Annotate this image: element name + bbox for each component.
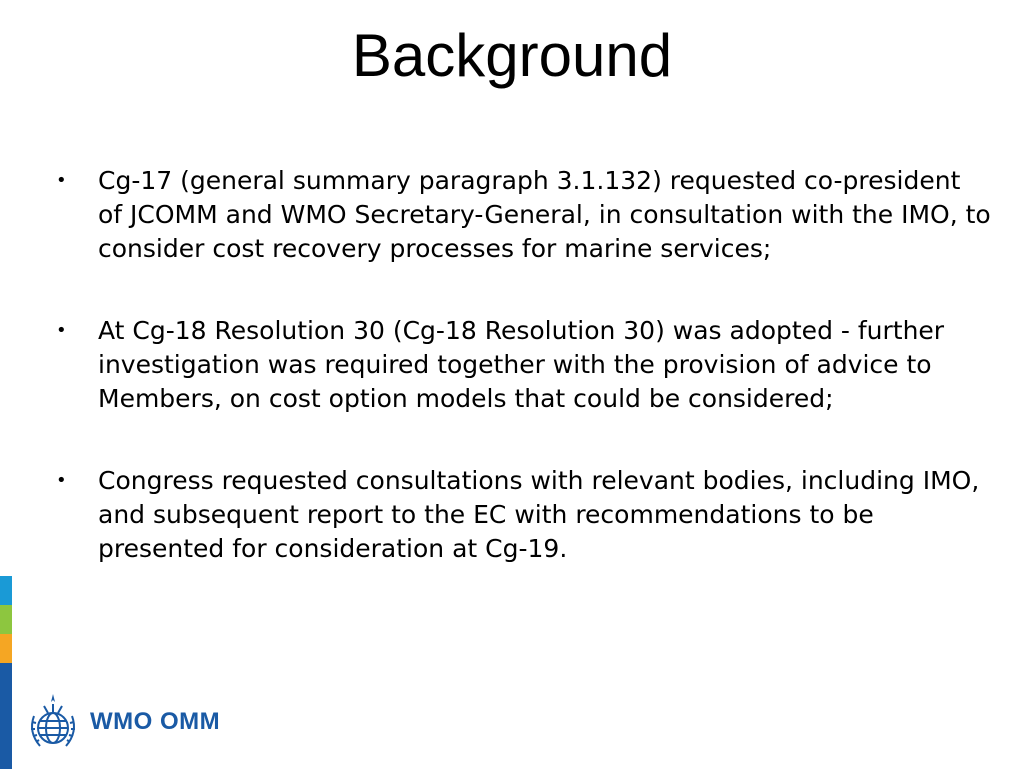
- bullet-point-icon: •: [56, 470, 67, 491]
- bullet-text: Cg-17 (general summary paragraph 3.1.132) requested co-president of JCOMM and WMO Secretary-General, in consultation with the IMO, to consider cost recovery processes for marine services;: [98, 166, 991, 263]
- accent-segment-orange: [0, 634, 12, 663]
- bullet-text: At Cg-18 Resolution 30 (Cg-18 Resolution 30) was adopted - further investigation was required together with the provision of advice to Members, on cost option models that could be considered;: [98, 316, 945, 413]
- bullet-point-icon: •: [56, 170, 67, 191]
- bullet-list: [52, 164, 992, 614]
- bullet-item: [52, 314, 992, 416]
- wmo-logo: [26, 690, 220, 754]
- brand-accent-bar: [0, 576, 12, 769]
- accent-segment-blue: [0, 576, 12, 605]
- bullet-point-icon: •: [56, 320, 67, 341]
- accent-segment-green: [0, 605, 12, 634]
- logo-text: WMO OMM: [90, 708, 221, 735]
- bullet-text: Congress requested consultations with relevant bodies, including IMO, and subsequent report to the EC with recommendations to be presented for consideration at Cg-19.: [98, 466, 980, 563]
- wmo-emblem-icon: [26, 692, 80, 752]
- accent-segment-navy: [0, 663, 12, 769]
- bullet-item: [52, 464, 992, 566]
- slide-title: Background: [351, 22, 673, 89]
- bullet-item: [52, 164, 992, 266]
